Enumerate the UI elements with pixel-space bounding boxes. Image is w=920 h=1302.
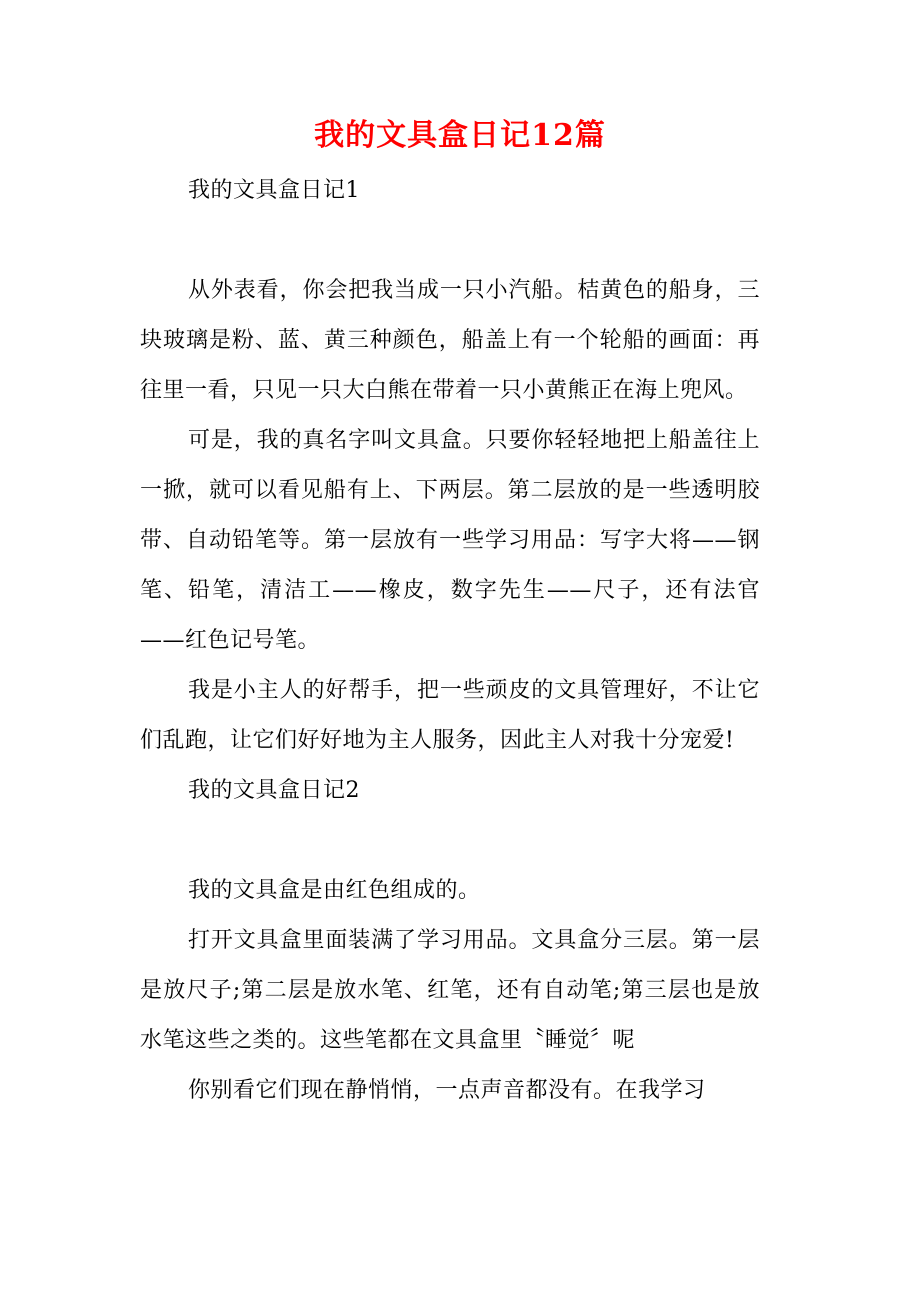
paragraph: 你别看它们现在静悄悄，一点声音都没有。在我学习 (188, 1078, 706, 1103)
paragraph: 我是小主人的好帮手，把一些顽皮的文具管理好，不让它们乱跑，让它们好好地为主人服务，因此主人对我十分宠爱! (140, 678, 760, 753)
document-body (140, 166, 760, 1116)
paragraph: 从外表看，你会把我当成一只小汽船。桔黄色的船身，三块玻璃是粉、蓝、黄三种颜色，船盖上有一个轮船的画面：再往里一看，只见一只大白熊在带着一只小黄熊正在海上兜风。 (140, 278, 760, 403)
blank-line (140, 816, 760, 866)
section-heading: 我的文具盒日记1 (188, 178, 360, 203)
section-heading: 我的文具盒日记2 (188, 778, 360, 803)
paragraph: 打开文具盒里面装满了学习用品。文具盒分三层。第一层是放尺子;第二层是放水笔、红笔，还有自动笔;第三层也是放水笔这些之类的。这些笔都在文具盒里〝睡觉〞呢 (140, 928, 760, 1053)
paragraph: 可是，我的真名字叫文具盒。只要你轻轻地把上船盖往上一掀，就可以看见船有上、下两层。第二层放的是一些透明胶带、自动铅笔等。第一层放有一些学习用品：写字大将——钢笔、铅笔，清洁工——橡皮，数字先生——尺子，还有法官——红色记号笔。 (140, 428, 760, 653)
blank-line (140, 216, 760, 266)
paragraph: 我的文具盒是由红色组成的。 (188, 878, 481, 903)
document-title: 我的文具盒日记12篇 (314, 118, 606, 153)
